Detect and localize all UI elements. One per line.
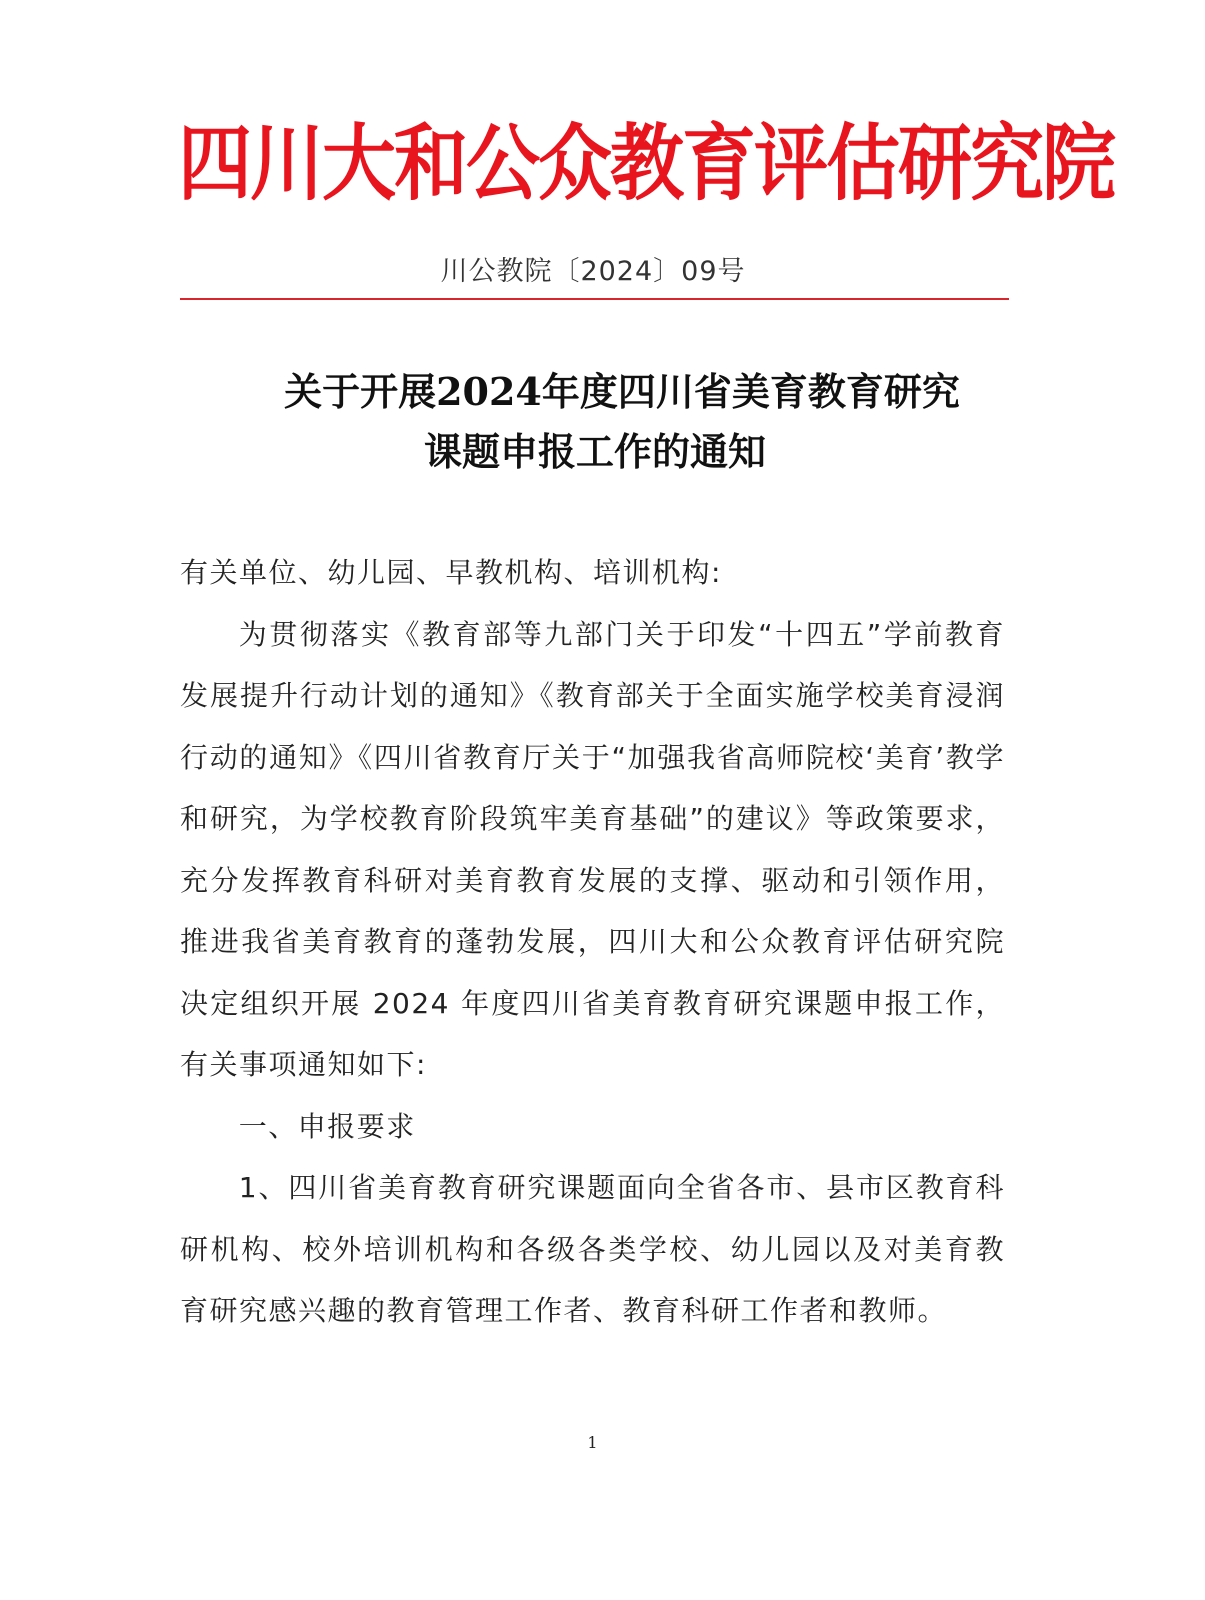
document-title-line-2: 课题申报工作的通知: [423, 429, 766, 474]
page-number: 1: [587, 1433, 598, 1452]
intro-paragraph: 为贯彻落实《教育部等九部门关于印发“十四五”学前教育发展提升行动计划的通知》《教育部关于全面实施学校美育浸润行动的通知》《四川省教育厅关于“加强我省高师院校‘美育’教学和研究，为学校教育阶段筑牢美育基础”的建议》等政策要求，充分发挥教育科研对美育教育发展的支撑、驱动和引领作用，推进我省美育教育的蓬勃发展，四川大和公众教育评估研究院决定组织开展 2024 年度四川省美育教育研究课题申报工作，有关事项通知如下:: [180, 617, 1005, 1081]
document-number: 川公教院〔2024〕09号: [440, 256, 746, 287]
document-body: [180, 542, 1005, 1342]
section-heading-application-requirements: 一、申报要求: [238, 1109, 416, 1143]
document-title: [180, 362, 1010, 482]
requirement-item-1: 1、四川省美育教育研究课题面向全省各市、县市区教育科研机构、校外培训机构和各级各类学校、幼儿园以及对美育教育研究感兴趣的教育管理工作者、教育科研工作者和教师。: [180, 1171, 1005, 1327]
organization-header: 四川大和公众教育评估研究院: [178, 115, 1114, 213]
salutation: 有关单位、幼儿园、早教机构、培训机构:: [180, 556, 722, 589]
red-divider-rule: [180, 298, 1009, 300]
document-title-line-1: 关于开展2024年度四川省美育教育研究: [284, 369, 960, 414]
